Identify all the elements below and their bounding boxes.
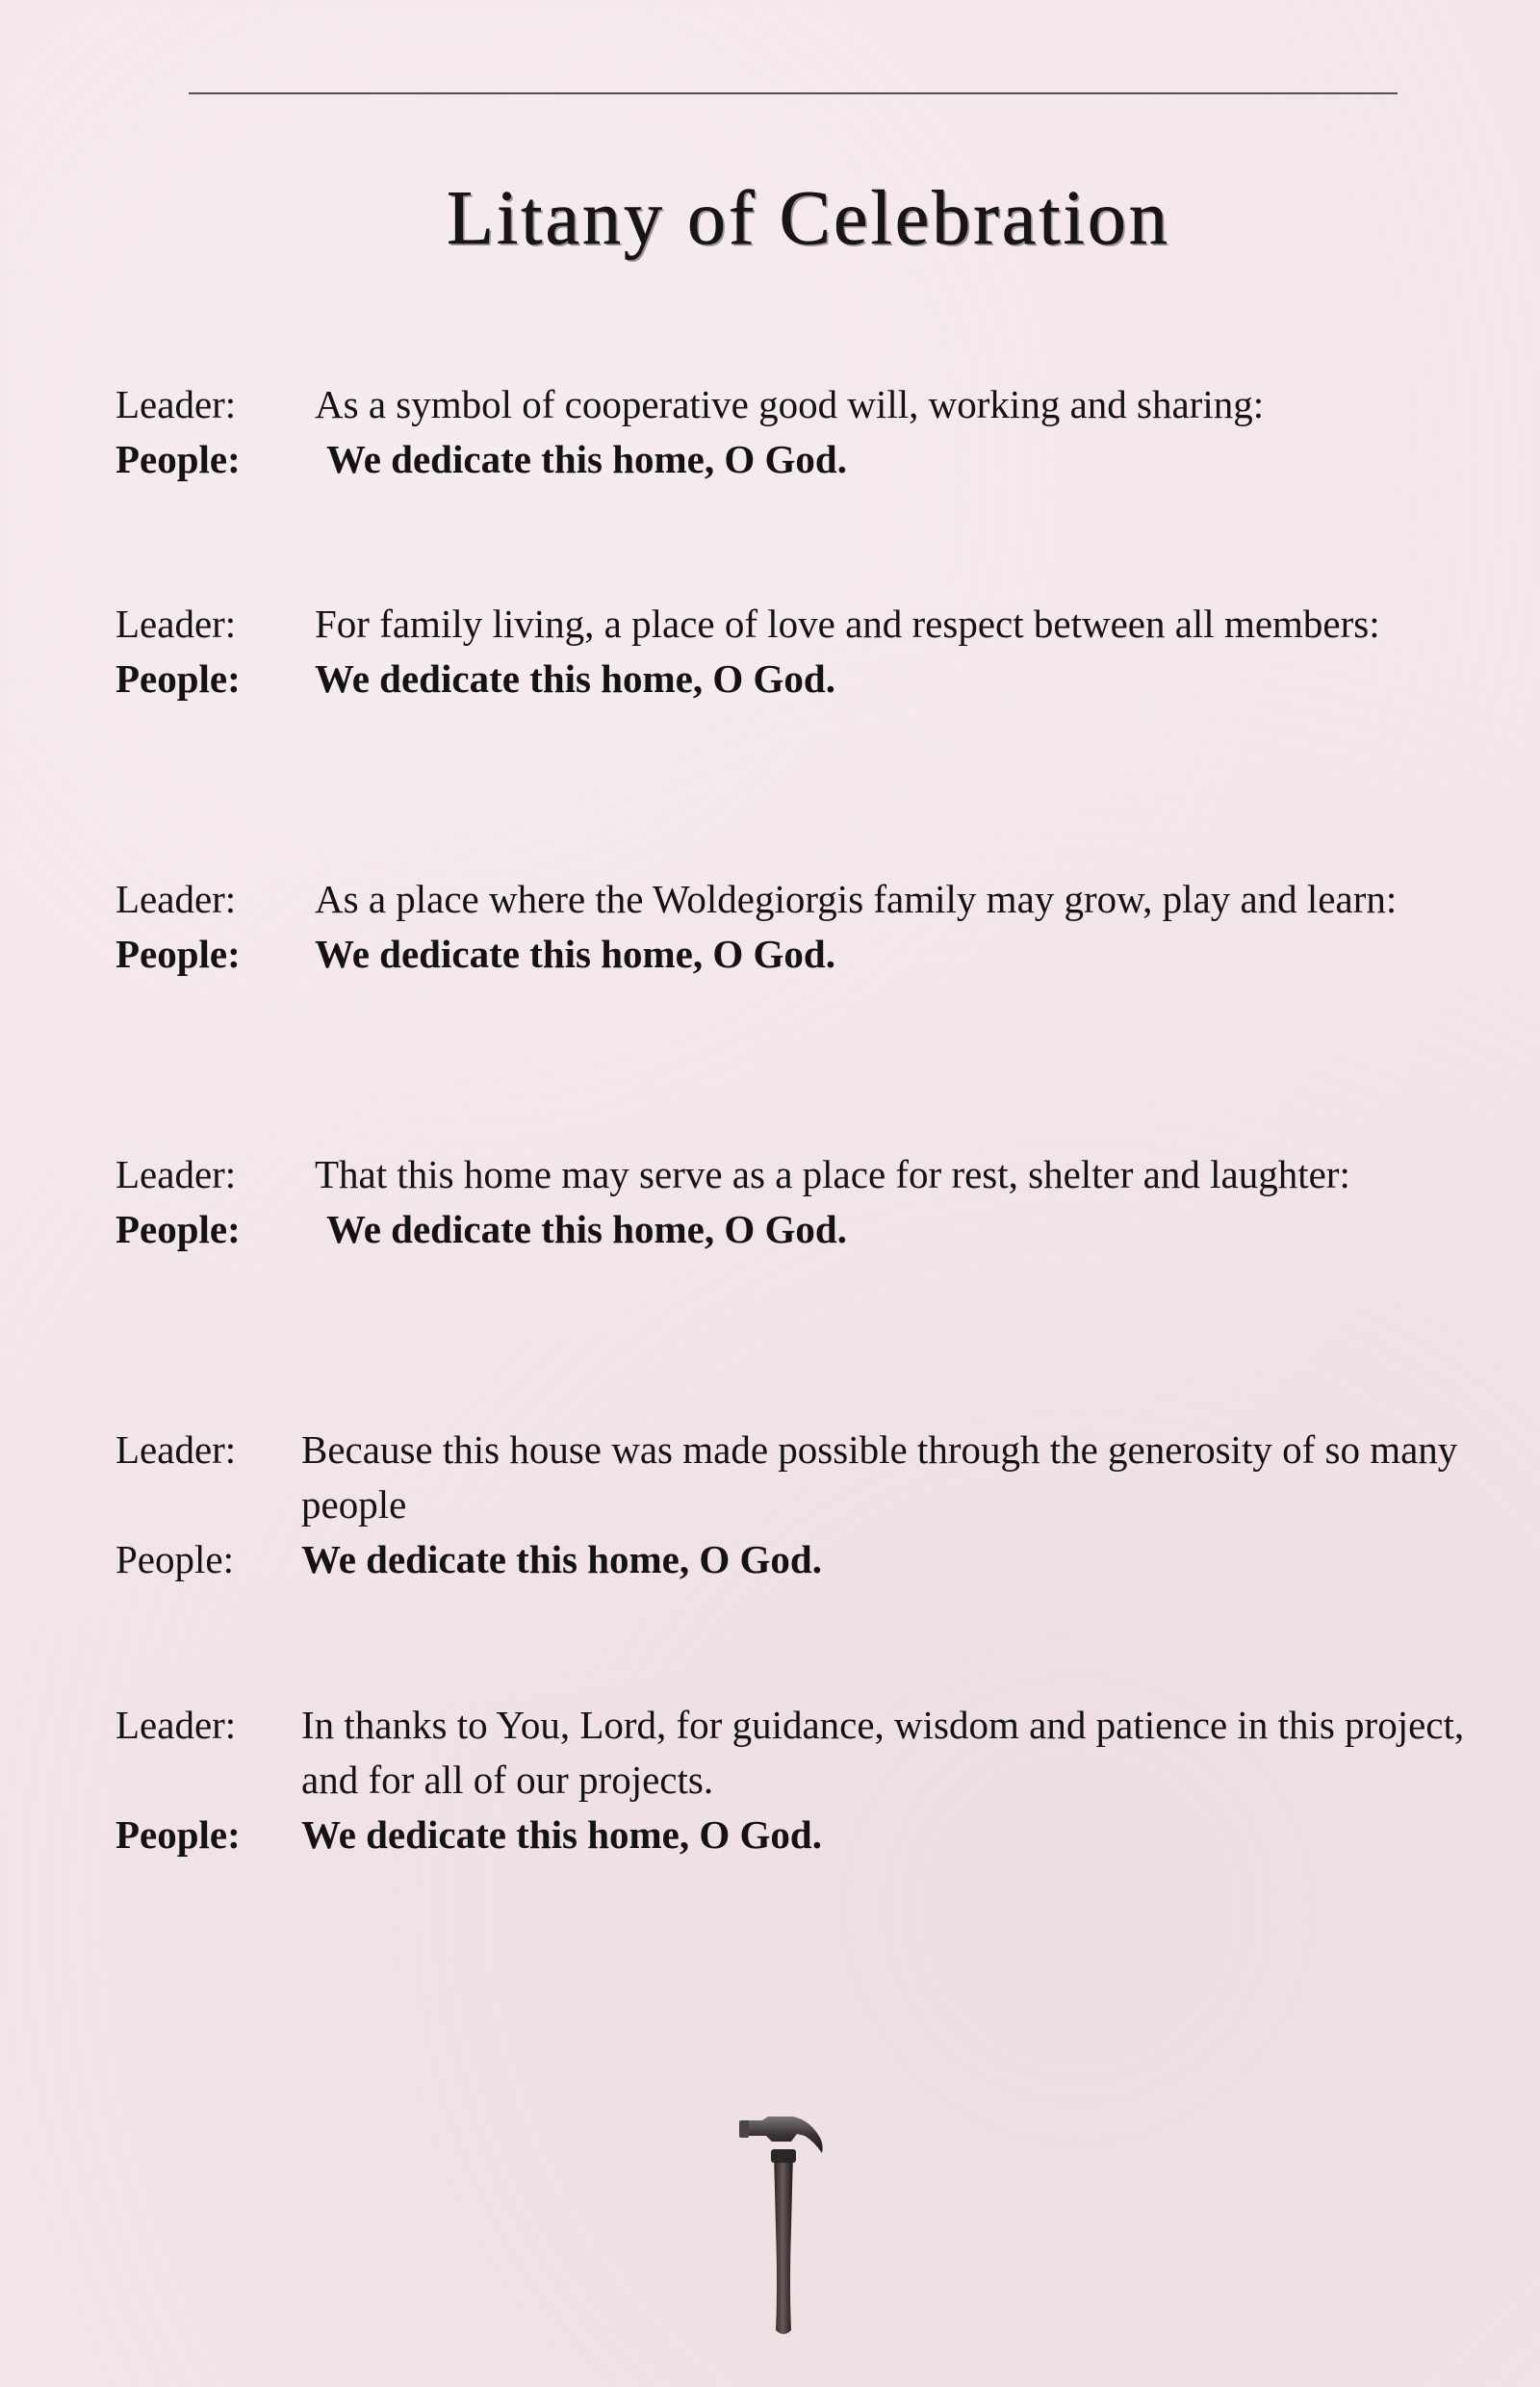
leader-line — [116, 597, 1482, 652]
leader-label: Leader: — [116, 382, 237, 426]
people-label: People: — [116, 437, 241, 481]
people-label: People: — [116, 1207, 241, 1251]
leader-line — [116, 1423, 1482, 1532]
stanza — [116, 1698, 1482, 1862]
people-response: We dedicate this home, O God. — [315, 932, 835, 976]
leader-label: Leader: — [116, 1427, 237, 1472]
leader-text: For family living, a place of love and respect between all members: — [315, 602, 1380, 646]
people-line — [116, 432, 1482, 487]
leader-line — [116, 1147, 1482, 1202]
people-response: We dedicate this home, O God. — [326, 1207, 847, 1251]
leader-label: Leader: — [116, 1152, 237, 1196]
leader-label: Leader: — [116, 602, 237, 646]
people-label: People: — [116, 656, 241, 701]
stanza — [116, 872, 1482, 982]
people-label: People: — [116, 1812, 241, 1857]
stanza — [116, 1423, 1482, 1587]
leader-text: Because this house was made possible through the generosity of so many people — [301, 1427, 1458, 1527]
top-rule — [189, 92, 1398, 94]
people-label: People: — [116, 1537, 234, 1581]
people-line — [116, 1808, 1482, 1862]
people-line — [116, 652, 1482, 706]
stanza — [116, 377, 1482, 487]
page-title: Litany of Celebration — [447, 175, 1170, 261]
leader-text: That this home may serve as a place for rest, shelter and laughter: — [315, 1152, 1350, 1196]
leader-line — [116, 1698, 1482, 1808]
stanza — [116, 1147, 1482, 1257]
leader-label: Leader: — [116, 1703, 237, 1747]
people-response: We dedicate this home, O God. — [301, 1812, 822, 1857]
people-line — [116, 1202, 1482, 1257]
leader-label: Leader: — [116, 877, 237, 921]
leader-text: As a symbol of cooperative good will, working and sharing: — [315, 382, 1265, 426]
leader-line — [116, 872, 1482, 927]
leader-text: In thanks to You, Lord, for guidance, wisdom and patience in this project, and for all of our projects. — [301, 1703, 1465, 1802]
people-line — [116, 927, 1482, 982]
people-label: People: — [116, 932, 241, 976]
stanza — [116, 597, 1482, 706]
people-response: We dedicate this home, O God. — [315, 656, 835, 701]
people-line — [116, 1532, 1482, 1587]
hammer-icon — [733, 2113, 830, 2344]
leader-text: As a place where the Woldegiorgis family may grow, play and learn: — [315, 877, 1398, 921]
leader-line — [116, 377, 1482, 432]
people-response: We dedicate this home, O God. — [326, 437, 847, 481]
people-response: We dedicate this home, O God. — [301, 1537, 822, 1581]
